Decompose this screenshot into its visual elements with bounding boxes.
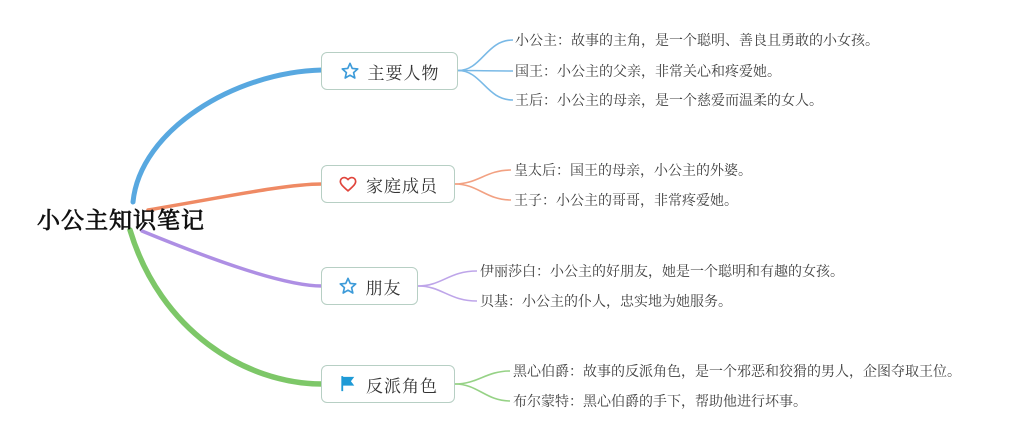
leaf-connector xyxy=(418,286,477,301)
branch-curve-villains xyxy=(130,230,322,384)
branch-label: 家庭成员 xyxy=(366,176,438,196)
leaf-connector xyxy=(418,271,477,286)
branch-curve-main-characters xyxy=(133,70,322,202)
leaf-node[interactable]: 王后：小公主的母亲，是一个慈爱而温柔的女人。 xyxy=(515,92,823,108)
leaf-connector xyxy=(458,71,513,72)
branch-node-family-members[interactable] xyxy=(321,165,455,203)
flag-icon-shape xyxy=(341,376,354,391)
branch-curve-friends xyxy=(142,231,322,286)
star-icon xyxy=(340,61,360,81)
leaf-connector xyxy=(455,371,510,384)
branch-node-friends[interactable] xyxy=(321,267,418,305)
star-icon-shape xyxy=(340,278,356,293)
flag-icon xyxy=(338,374,358,394)
leaf-node[interactable]: 王子：小公主的哥哥，非常疼爱她。 xyxy=(514,192,738,208)
leaf-connector xyxy=(455,170,511,184)
heart-icon-shape xyxy=(340,178,355,191)
leaf-connector xyxy=(455,384,510,401)
leaf-connector xyxy=(455,184,511,200)
branch-label: 主要人物 xyxy=(367,63,440,83)
leaf-connector xyxy=(458,71,513,101)
branch-node-main-characters[interactable] xyxy=(321,52,458,90)
leaf-node[interactable]: 皇太后：国王的母亲，小公主的外婆。 xyxy=(514,162,752,178)
leaf-node[interactable]: 小公主：故事的主角，是一个聪明、善良且勇敢的小女孩。 xyxy=(515,32,879,48)
leaf-node[interactable]: 国王：小公主的父亲，非常关心和疼爱她。 xyxy=(515,63,781,79)
leaf-node[interactable]: 贝基：小公主的仆人，忠实地为她服务。 xyxy=(480,293,732,309)
root-node-title[interactable]: 小公主知识笔记 xyxy=(37,207,205,233)
branch-node-villains[interactable] xyxy=(321,365,455,403)
branch-label: 朋友 xyxy=(365,278,402,298)
branch-label: 反派角色 xyxy=(366,376,438,396)
leaf-node[interactable]: 黑心伯爵：故事的反派角色，是一个邪恶和狡猾的男人，企图夺取王位。 xyxy=(513,363,961,379)
leaf-node[interactable]: 布尔蒙特：黑心伯爵的手下，帮助他进行坏事。 xyxy=(513,393,807,409)
heart-icon xyxy=(338,174,358,194)
leaf-connector xyxy=(458,40,513,71)
star-icon-shape xyxy=(342,63,358,78)
leaf-node[interactable]: 伊丽莎白：小公主的好朋友，她是一个聪明和有趣的女孩。 xyxy=(480,263,844,279)
star-icon xyxy=(338,276,358,296)
